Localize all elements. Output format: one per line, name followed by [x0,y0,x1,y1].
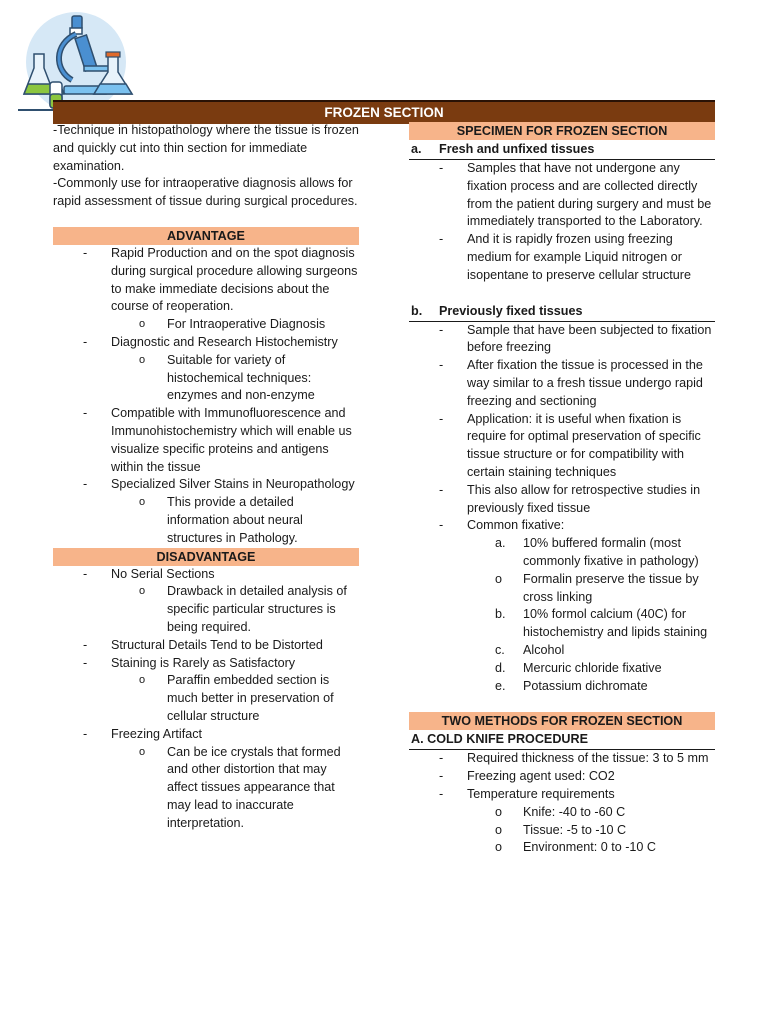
list-item-text: Rapid Production and on the spot diagnosis during surgical procedure allowing surgeons to make immediate decisions about the course of reoperation. [111,245,358,314]
list-item [409,482,715,518]
list-item-text: This provide a detailed information about neural structures in Pathology. [167,495,303,545]
list-item [409,678,715,696]
disadvantage-heading: DISADVANTAGE [53,548,359,566]
list-item-text: Environment: 0 to -10 C [523,840,656,855]
bullet-marker: o [139,496,146,509]
advantage-list [53,245,359,548]
list-item [53,334,359,352]
bullet-marker: o [139,674,146,687]
list-item-text: Tissue: -5 to -10 C [523,822,627,837]
left-column [53,122,359,832]
bullet-marker: - [83,334,88,349]
bullet-marker: - [83,726,88,741]
list-item [409,786,715,804]
bullet-marker: b. [495,607,506,622]
list-item-text: Commonly use for intraoperative diagnosis allows for rapid assessment of tissue during surgical procedures. [53,176,358,209]
list-item [409,571,715,607]
list-item-text: Specialized Silver Stains in Neuropathology [111,477,355,492]
list-item [409,357,715,410]
list-item [409,839,715,857]
list-item [409,822,715,840]
list-item-text: Staining is Rarely as Satisfactory [111,655,296,670]
list-item [409,804,715,822]
laboratory-microscope-flask-icon [14,8,140,112]
cold-knife-heading [409,730,715,750]
list-item [409,535,715,571]
list-item-text: Alcohol [523,642,565,657]
bullet-marker: o [495,804,503,819]
list-item [53,744,359,833]
bullet-marker: - [439,358,444,373]
right-column [409,122,715,857]
list-item-text: Diagnostic and Research Histochemistry [111,334,338,349]
bullet-marker: - [439,751,444,766]
list-item [53,316,359,334]
list-item [53,245,359,316]
list-item-text: Paraffin embedded section is much better in preservation of cellular structure [167,673,334,723]
list-item-text: Sample that have been subjected to fixation before freezing [467,322,712,355]
list-item-text: Required thickness of the tissue: 3 to 5 mm [467,751,709,766]
list-item [53,637,359,655]
list-item-text: Technique in histopathology where the tissue is frozen and quickly cut into thin section for immediate examination. [53,123,359,173]
bullet-marker: a. [495,536,506,551]
list-item-text: No Serial Sections [111,566,215,581]
list-item [53,476,359,494]
list-item [53,494,359,547]
list-item [53,726,359,744]
fresh-tissue-list [409,160,715,285]
fresh-tissue-heading [409,140,715,160]
specimen-heading: SPECIMEN FOR FROZEN SECTION [409,122,715,140]
fixed-tissue-list [409,322,715,696]
list-item [409,160,715,231]
list-item-text: Samples that have not undergone any fixation process and are collected directly from the patient during surgery and must be immediately transported to the Laboratory. [467,161,712,229]
bullet-marker: - [439,411,444,426]
list-item-text: Freezing Artifact [111,726,202,741]
list-item-text: For Intraoperative Diagnosis [167,317,326,332]
list-item [409,750,715,768]
list-item [409,768,715,786]
bullet-marker: o [139,745,146,758]
bullet-marker: o [495,571,503,586]
list-item-text: Potassium dichromate [523,678,648,693]
bullet-marker: c. [495,642,505,657]
bullet-marker: o [139,318,146,331]
bullet-marker: - [53,123,58,137]
bullet-marker: - [439,482,444,497]
list-item-text: Knife: -40 to -60 C [523,804,626,819]
bullet-marker: - [83,566,88,581]
bullet-marker: e. [495,678,506,693]
list-item [409,517,715,535]
list-item-text: Suitable for variety of histochemical techniques: enzymes and non-enzyme [167,352,315,403]
bullet-marker: - [83,245,88,260]
bullet-marker: - [439,232,444,247]
list-item [409,642,715,660]
fresh-tissue-title: Fresh and unfixed tissues [439,142,595,156]
list-item [53,175,359,211]
list-item [53,655,359,673]
list-item-text: Mercuric chloride fixative [523,660,662,675]
list-item-text: This also allow for retrospective studies in previously fixed tissue [467,482,701,515]
bullet-marker: - [439,786,444,801]
list-item [409,660,715,678]
methods-heading: TWO METHODS FOR FROZEN SECTION [409,712,715,730]
bullet-marker: o [139,353,146,366]
list-item-text: 10% buffered formalin (most commonly fixative in pathology) [523,536,699,568]
bullet-marker: - [83,637,88,652]
list-item [53,583,359,636]
disadvantage-list [53,566,359,833]
fixed-tissue-letter: b. [411,303,423,318]
bullet-marker: o [495,840,503,855]
list-item-text: Compatible with Immunofluorescence and Immunohistochemistry which will enable us visualize specific proteins and antigens within the tissue [111,406,352,474]
bullet-marker: o [139,585,146,598]
bullet-marker: - [83,477,88,492]
list-item-text: Drawback in detailed analysis of specific particular structures is being required. [167,584,347,634]
bullet-marker: - [53,176,58,191]
list-item-text: Common fixative: [467,518,565,533]
list-item [53,672,359,725]
list-item-text: Temperature requirements [467,786,615,801]
bullet-marker: o [495,822,503,837]
fixed-tissue-title: Previously fixed tissues [439,303,583,318]
list-item [53,352,359,405]
list-item [409,411,715,482]
list-item [53,405,359,476]
list-item [409,606,715,642]
intro-list [53,122,359,211]
bullet-marker: - [439,769,444,784]
list-item-text: Can be ice crystals that formed and other distortion that may affect tissues appearance that may lead to inaccurate interpretation. [167,744,341,830]
list-item-text: Structural Details Tend to be Distorted [111,637,323,652]
list-item-text: And it is rapidly frozen using freezing medium for example Liquid nitrogen or isopentane to preserve cellular structure [467,232,692,282]
list-item-text: 10% formol calcium (40C) for histochemistry and lipids staining [523,607,708,640]
fresh-tissue-letter: a. [411,142,422,156]
document-title: FROZEN SECTION [53,100,715,124]
bullet-marker: - [83,406,88,421]
cold-knife-title: A. COLD KNIFE PROCEDURE [411,732,589,747]
list-item [53,566,359,584]
bullet-marker: - [439,322,444,337]
list-item-text: Freezing agent used: CO2 [467,769,615,784]
list-item [53,122,359,175]
list-item [409,231,715,284]
list-item [409,322,715,358]
advantage-heading: ADVANTAGE [53,227,359,245]
fixed-tissue-heading [409,302,715,322]
cold-knife-list [409,750,715,857]
bullet-marker: - [439,518,444,533]
bullet-marker: - [439,161,444,175]
bullet-marker: d. [495,660,506,675]
list-item-text: Application: it is useful when fixation is require for optimal preservation of specific tissue structure or for compatibility with certain staining techniques [467,411,701,479]
bullet-marker: - [83,655,88,670]
list-item-text: After fixation the tissue is processed in the way similar to a fresh tissue undergo rapid freezing and sectioning [467,358,703,408]
list-item-text: Formalin preserve the tissue by cross linking [523,571,699,604]
